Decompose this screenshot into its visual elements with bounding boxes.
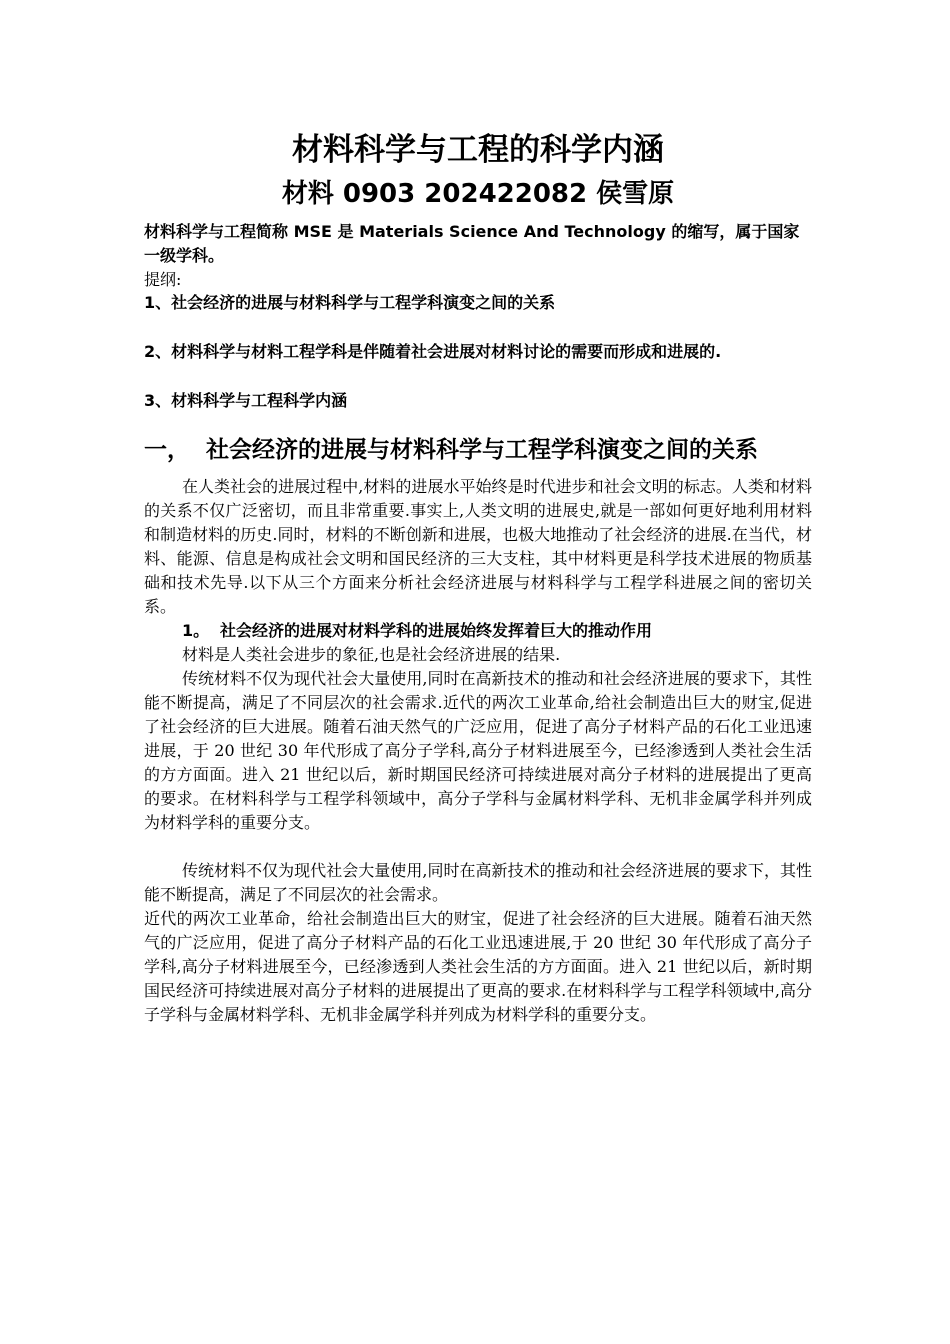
document-title: 材料科学与工程的科学内涵 — [292, 132, 664, 168]
section-1-paragraph-1: 在人类社会的进展过程中,材料的进展水平始终是时代进步和社会文明的标志。人类和材料的关系不仅广泛密切，而且非常重要.事实上,人类文明的进展史,就是一部如何更好地利用材料和制造材料的历史.同时，材料的不断创新和进展，也极大地推动了社会经济的进展.在当代，材料、能源、信息是构成社会文明和国民经济的三大支柱，其中材料更是科学技术进展的物质基础和技术先导.以下从三个方面来分析社会经济进展与材料科学与工程学科进展之间的密切关系。 — [144, 477, 812, 616]
section-1-paragraph-4: 传统材料不仅为现代社会大量使用,同时在高新技术的推动和社会经济进展的要求下，其性能不断提高，满足了不同层次的社会需求。 — [144, 861, 812, 904]
subsection-1-title: 社会经济的进展对材料学科的进展始终发挥着巨大的推动作用 — [220, 621, 653, 640]
outline-item-3: 3、材料科学与工程科学内涵 — [144, 391, 348, 410]
section-1-paragraph-5: 近代的两次工业革命，给社会制造出巨大的财宝，促进了社会经济的巨大进展。随着石油天然气的广泛应用，促进了高分子材料产品的石化工业迅速进展,于 20 世纪 30 年代形成了高分子学科,高分子材料进展至今，已经渗透到人类社会生活的方方面面。进入 21 世纪以后，新时期国民经济可持续进展对高分子材料的进展提出了更高的要求.在材料科学与工程学科领域中,高分子学科与金属材料学科、无机非金属学科并列成为材料学科的重要分支。 — [144, 909, 812, 1024]
section-1-paragraph-2: 材料是人类社会进步的象征,也是社会经济进展的结果. — [182, 645, 561, 664]
outline-label: 提纲: — [144, 270, 182, 289]
outline-item-2: 2、材料科学与材料工程学科是伴随着社会进展对材料讨论的需要而形成和进展的. — [144, 342, 722, 361]
section-1-number: 一， — [144, 437, 190, 463]
subsection-1-number: 1。 — [182, 621, 210, 640]
document-content — [144, 126, 812, 1027]
intro-paragraph: 材料科学与工程简称 MSE 是 Materials Science And Technology 的缩写，属于国家一级学科。 — [144, 222, 800, 265]
spacer — [144, 835, 812, 859]
author-line: 材料 0903 202422082 侯雪原 — [281, 179, 675, 209]
section-1-title: 社会经济的进展与材料科学与工程学科演变之间的关系 — [206, 437, 758, 463]
spacer — [144, 364, 812, 389]
section-1-paragraph-3: 传统材料不仅为现代社会大量使用,同时在高新技术的推动和社会经济进展的要求下，其性能不断提高，满足了不同层次的社会需求.近代的两次工业革命,给社会制造出巨大的财宝,促进了社会经济的巨大进展。随着石油天然气的广泛应用，促进了高分子材料产品的石化工业迅速进展，于 20 世纪 30 年代形成了高分子学科,高分子材料进展至今，已经渗透到人类社会生活的方方面面。进入 21 世纪以后，新时期国民经济可持续进展对高分子材料的进展提出了更高的要求。在材料科学与工程学科领域中，高分子学科与金属材料学科、无机非金属学科并列成为材料学科的重要分支。 — [144, 669, 812, 832]
subsection-1-heading — [144, 619, 812, 643]
spacer — [144, 315, 812, 340]
outline-item-1: 1、社会经济的进展与材料科学与工程学科演变之间的关系 — [144, 293, 556, 312]
section-1-heading — [144, 425, 812, 475]
